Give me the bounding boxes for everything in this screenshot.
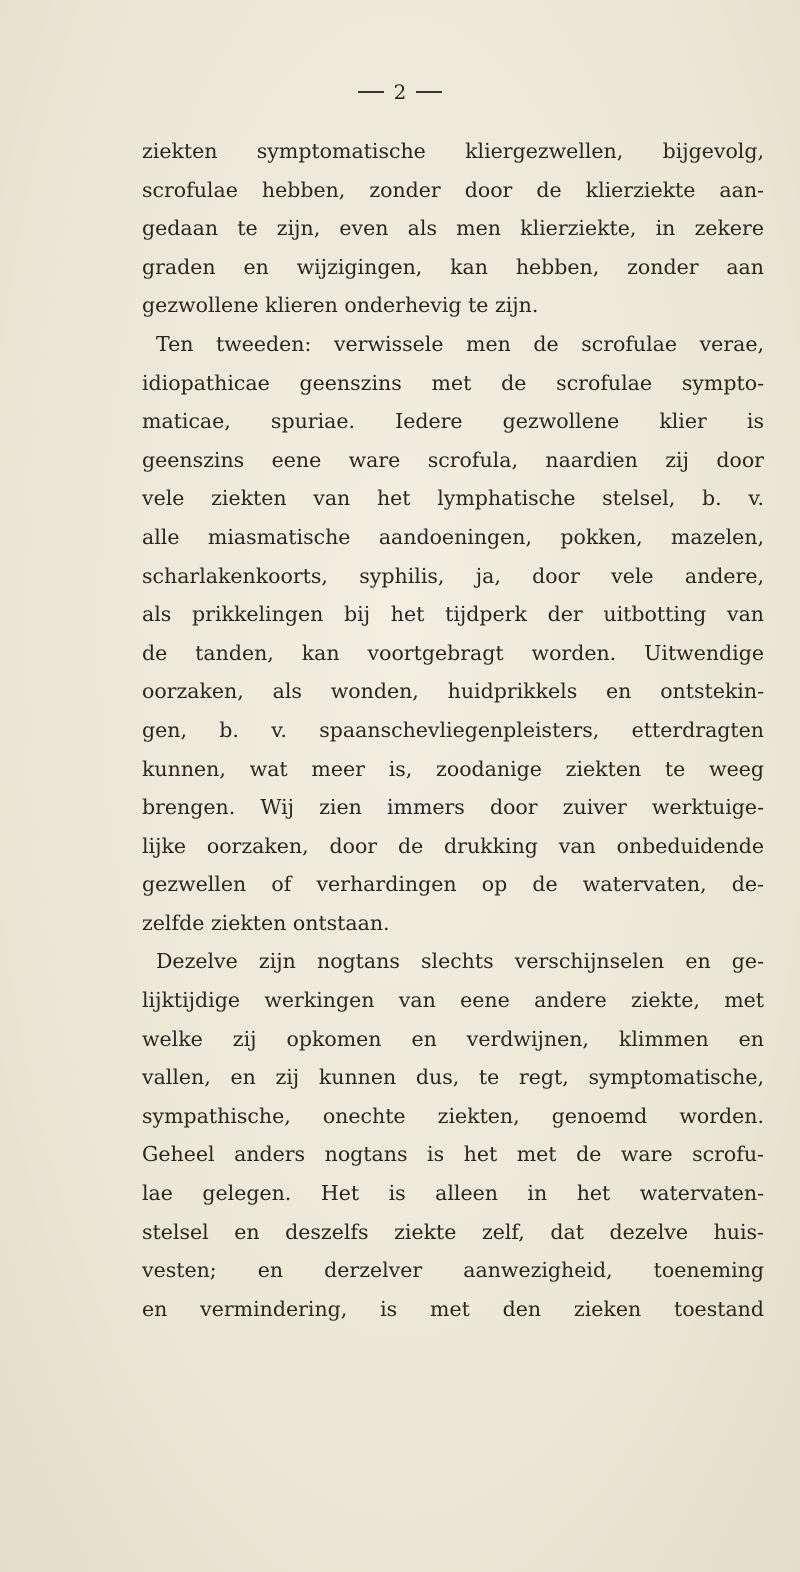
text-line: gezwollene klieren onderhevig te zijn. (142, 293, 539, 318)
text-line: maticae, spuriae. Iedere gezwollene klier is (142, 409, 764, 434)
text-line: ziekten symptomatische kliergezwellen, bijgevolg, (142, 139, 764, 163)
text-line: Dezelve zijn nogtans slechts verschijnselen en ge- (156, 949, 764, 974)
text-line: als prikkelingen bij het tijdperk der uitbotting van (142, 602, 764, 627)
text-line: brengen. Wij zien immers door zuiver werktuige- (142, 795, 764, 820)
text-line: idiopathicae geenszins met de scrofulae sympto- (142, 370, 764, 395)
text-line: lijke oorzaken, door de drukking van onbeduidende (142, 833, 764, 858)
text-line: gen, b. v. spaanschevliegenpleisters, etterdragten (142, 717, 764, 742)
text-line: lijktijdige werkingen van eene andere ziekte, met (142, 988, 764, 1013)
text-line: gezwellen of verhardingen op de watervaten, de- (142, 872, 764, 897)
text-body (142, 132, 764, 1328)
right-rule (416, 91, 442, 93)
text-line: scharlakenkoorts, syphilis, ja, door vele andere, (142, 563, 764, 588)
text-line: sympathische, onechte ziekten, genoemd worden. (142, 1103, 764, 1128)
text-line: vesten; en derzelver aanwezigheid, toeneming (142, 1258, 764, 1283)
text-line: graden en wijzigingen, kan hebben, zonder aan (142, 254, 764, 279)
page-header (0, 82, 800, 102)
left-rule (358, 91, 384, 93)
text-line: kunnen, wat meer is, zoodanige ziekten te weeg (142, 756, 764, 781)
text-line: stelsel en deszelfs ziekte zelf, dat dezelve huis- (142, 1219, 764, 1244)
text-line: zelfde ziekten ontstaan. (142, 910, 390, 935)
text-line: Ten tweeden: verwissele men de scrofulae verae, (156, 331, 764, 356)
text-line: oorzaken, als wonden, huidprikkels en ontstekin- (142, 679, 764, 704)
text-line: geenszins eene ware scrofula, naardien zij door (142, 447, 764, 472)
text-line: alle miasmatische aandoeningen, pokken, mazelen, (142, 524, 764, 549)
text-line: vallen, en zij kunnen dus, te regt, symptomatische, (142, 1065, 764, 1090)
text-line: en vermindering, is met den zieken toestand (142, 1296, 764, 1321)
text-line: lae gelegen. Het is alleen in het watervaten- (142, 1181, 764, 1206)
text-line: scrofulae hebben, zonder door de klierziekte aan- (142, 177, 764, 202)
text-line: de tanden, kan voortgebragt worden. Uitwendige (142, 640, 764, 665)
text-line: Geheel anders nogtans is het met de ware scrofu- (142, 1142, 764, 1167)
text-line: vele ziekten van het lymphatische stelsel, b. v. (142, 486, 764, 511)
page-number: 2 (393, 80, 407, 104)
text-line: gedaan te zijn, even als men klierziekte, in zekere (142, 216, 764, 241)
text-line: welke zij opkomen en verdwijnen, klimmen en (142, 1026, 764, 1051)
